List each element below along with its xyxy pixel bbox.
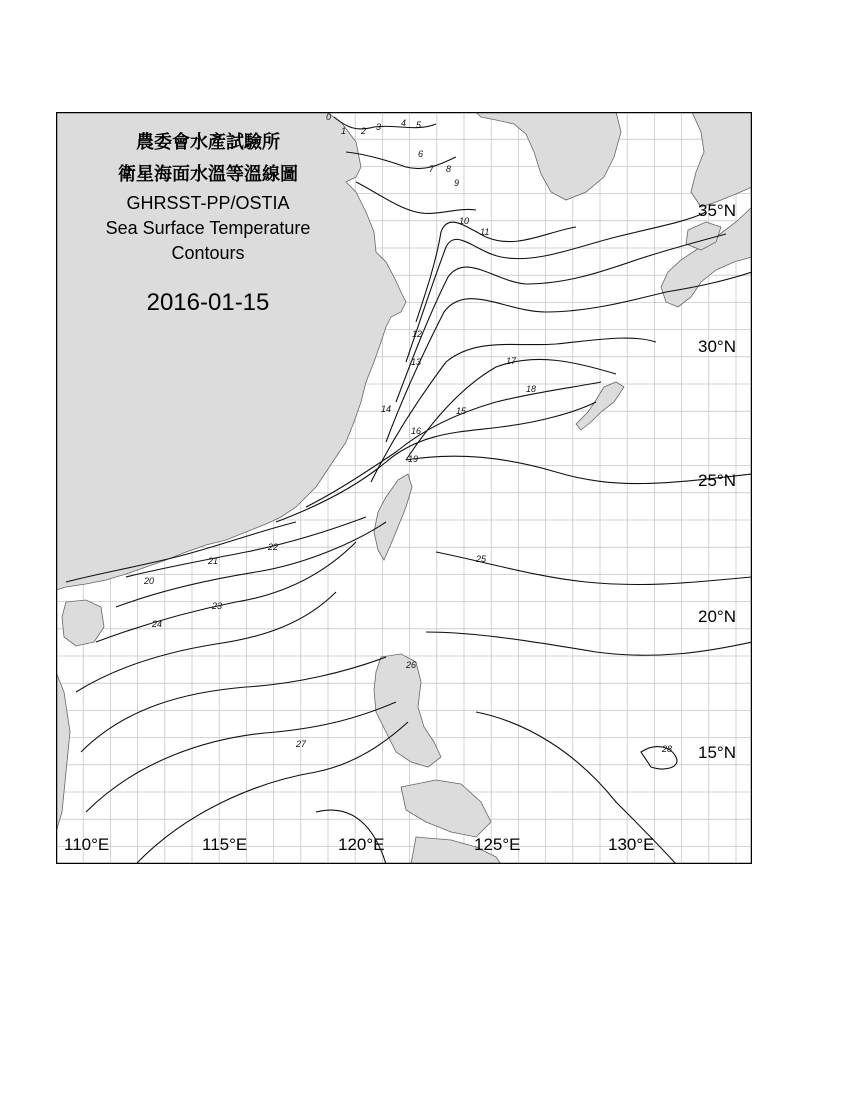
title-line-5: Contours	[171, 243, 245, 263]
contour-label: 18	[526, 384, 537, 394]
map-svg	[56, 112, 752, 864]
title-line-4: Sea Surface Temperature	[105, 218, 311, 238]
lon-label: 130°E	[608, 835, 655, 854]
contour-label: 0	[326, 112, 332, 122]
title-line-3: GHRSST-PP/OSTIA	[126, 193, 290, 213]
contour-label: 23	[212, 601, 223, 611]
contour-label: 15	[456, 406, 467, 416]
contour-label: 8	[446, 164, 452, 174]
lon-label: 125°E	[474, 835, 521, 854]
contour-label: 21	[208, 556, 219, 566]
lat-label: 25°N	[698, 471, 736, 490]
contour-label: 4	[401, 118, 407, 128]
contour-label: 9	[454, 178, 460, 188]
contour-label: 19	[408, 454, 419, 464]
lon-label: 115°E	[202, 835, 248, 854]
contour-label: 10	[459, 216, 470, 226]
contour-label: 5	[416, 120, 422, 130]
lon-label: 110°E	[64, 835, 110, 854]
contour-label: 6	[418, 149, 424, 159]
contour-label: 17	[506, 356, 517, 366]
lat-label: 15°N	[698, 743, 736, 762]
contour-label: 20	[144, 576, 155, 586]
contour-label: 24	[152, 619, 163, 629]
title-line-2: 衛星海面水溫等溫線圖	[118, 164, 298, 185]
contour-label: 11	[480, 227, 490, 237]
contour-label: 22	[268, 542, 279, 552]
contour-label: 12	[412, 329, 423, 339]
contour-label: 26	[406, 660, 417, 670]
contour-label: 2	[361, 126, 367, 136]
contour-label: 13	[411, 357, 422, 367]
contour-label: 27	[296, 739, 307, 749]
contour-label: 7	[429, 164, 435, 174]
map-date: 2016-01-15	[146, 289, 270, 316]
sst-contour-map	[56, 112, 752, 864]
contour-label: 3	[376, 122, 382, 132]
contour-label: 16	[411, 426, 422, 436]
lat-label: 35°N	[698, 201, 736, 220]
lat-label: 30°N	[698, 337, 736, 356]
contour-label: 14	[381, 404, 392, 414]
contour-label: 25	[476, 554, 487, 564]
lat-label: 20°N	[698, 607, 736, 626]
contour-label: 28	[662, 744, 673, 754]
title-line-1: 農委會水產試驗所	[136, 132, 280, 153]
lon-label: 120°E	[338, 835, 385, 854]
contour-label: 1	[341, 126, 347, 136]
